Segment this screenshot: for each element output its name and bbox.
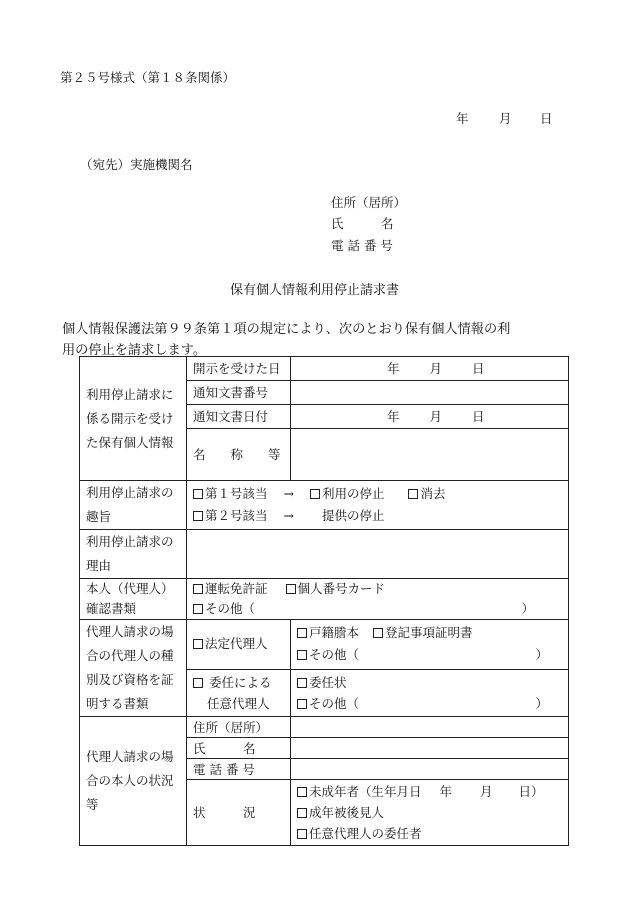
checkbox-delegate-agent[interactable] [193, 678, 203, 688]
arrow-icon: → [283, 508, 294, 523]
checkbox-minor[interactable] [297, 787, 307, 797]
minor-year-label: 年 [439, 784, 453, 799]
purpose-options [187, 481, 569, 530]
notice-year-label: 年 [387, 408, 400, 424]
checkbox-legal-agent[interactable] [193, 639, 203, 649]
intro-text-line2: 用の停止を請求します。 [62, 343, 207, 358]
delegate-agent-label-line2: 任意代理人 [207, 695, 270, 711]
disclosure-year-label: 年 [387, 360, 400, 376]
disclosure-month-label: 月 [429, 360, 443, 376]
legal-agent-option [187, 620, 291, 670]
date-day-label: 日 [540, 111, 553, 126]
requester-phone-label: 電 話 番 号 [331, 238, 393, 253]
notice-date-field[interactable] [291, 405, 569, 429]
notice-number-field[interactable] [291, 381, 569, 405]
purpose-item1-label: 第１号該当 [205, 486, 268, 501]
request-form-table [79, 356, 569, 846]
minor-label: 未成年者（生年月日 [309, 784, 422, 799]
legal-other-label: その他（ [309, 647, 360, 663]
checkbox-ward[interactable] [297, 808, 307, 818]
date-month-label: 月 [499, 111, 512, 126]
name-etc-label: 名 称 等 [187, 429, 291, 481]
purpose-item2-label: 第２号該当 [205, 508, 268, 523]
purpose-stop-use-label: 利用の停止 [321, 486, 385, 501]
section-purpose-label: 利用停止請求の趣旨 [80, 481, 187, 530]
checkbox-touki[interactable] [373, 628, 383, 638]
disclosure-date-label: 開示を受けた日 [187, 357, 291, 381]
disclosure-date-field[interactable] [291, 357, 569, 381]
checkbox-id-other[interactable] [193, 604, 203, 614]
principal-status-options [291, 780, 569, 846]
checkbox-license[interactable] [193, 584, 203, 594]
principal-name-label: 氏 名 [187, 738, 291, 759]
disclosure-day-label: 日 [472, 360, 485, 376]
checkbox-letter[interactable] [297, 678, 307, 688]
id-docs-options [187, 579, 569, 620]
delegate-agent-label-line1: 委任による [208, 674, 272, 690]
checkbox-mynumber[interactable] [286, 584, 296, 594]
addressee: （宛先）実施機関名 [80, 157, 193, 172]
checkbox-koseki[interactable] [297, 628, 307, 638]
intro-text-line1: 個人情報保護法第９９条第１項の規定により、次のとおり保有個人情報の利 [62, 322, 511, 337]
section-reason-label: 利用停止請求の理由 [80, 530, 187, 579]
principal-address-field[interactable] [291, 717, 569, 738]
notice-date-label: 通知文書日付 [187, 405, 291, 429]
delegate-other-close: ） [535, 695, 548, 711]
principal-status-label: 状 況 [187, 780, 291, 846]
page-title: 保有個人情報利用停止請求書 [230, 283, 400, 298]
checkbox-item1[interactable] [193, 489, 203, 499]
section-principal-status-label: 代理人請求の場合の本人の状況等 [80, 717, 187, 846]
id-other-label: その他（ [205, 601, 256, 616]
purpose-erase-label: 消去 [420, 486, 446, 501]
requester-address-label: 住所（居所） [331, 195, 407, 210]
notice-day-label: 日 [472, 408, 485, 424]
checkbox-delegate-other[interactable] [297, 699, 307, 709]
checkbox-principal[interactable] [297, 829, 307, 839]
arrow-icon: → [283, 486, 294, 501]
id-other-close: ） [521, 601, 534, 616]
principal-address-label: 住所（居所） [187, 717, 291, 738]
date-year-label: 年 [456, 111, 469, 126]
form-number: 第２５号様式（第１８条関係） [60, 70, 236, 85]
checkbox-erase[interactable] [408, 489, 418, 499]
requester-name-label: 氏 名 [331, 216, 394, 231]
legal-other-close: ） [535, 647, 548, 663]
delegate-agent-option [187, 669, 291, 716]
checkbox-legal-other[interactable] [297, 650, 307, 660]
license-label: 運転免許証 [205, 581, 268, 596]
letter-label: 委任状 [309, 674, 347, 690]
checkbox-stop-use[interactable] [310, 489, 320, 499]
principal-phone-label: 電 話 番 号 [187, 759, 291, 780]
section-id-docs-label: 本人（代理人）確認書類 [80, 579, 187, 620]
legal-agent-label: 法定代理人 [205, 636, 268, 652]
delegate-agent-docs [291, 669, 569, 716]
koseki-label: 戸籍謄本 [309, 625, 360, 641]
principal-phone-field[interactable] [291, 759, 569, 780]
checkbox-item2[interactable] [193, 511, 203, 521]
principal-name-field[interactable] [291, 738, 569, 759]
notice-number-label: 通知文書番号 [187, 381, 291, 405]
section-disclosed-info-label: 利用停止請求に係る開示を受けた保有個人情報 [80, 357, 187, 481]
minor-month-label: 月 [480, 784, 493, 799]
mynumber-label: 個人番号カード [297, 581, 386, 596]
purpose-stop-provision-label: 提供の停止 [321, 508, 385, 523]
legal-agent-docs [291, 620, 569, 670]
touki-label: 登記事項証明書 [385, 625, 473, 641]
minor-day-label: 日） [518, 784, 544, 799]
section-agent-type-label: 代理人請求の場合の代理人の種別及び資格を証明する書類 [80, 620, 187, 717]
ward-label: 成年被後見人 [309, 805, 385, 820]
delegate-other-label: その他（ [309, 695, 360, 711]
name-etc-field[interactable] [291, 429, 569, 481]
notice-month-label: 月 [429, 408, 443, 424]
principal-label: 任意代理人の委任者 [309, 826, 422, 841]
reason-field[interactable] [187, 530, 569, 579]
